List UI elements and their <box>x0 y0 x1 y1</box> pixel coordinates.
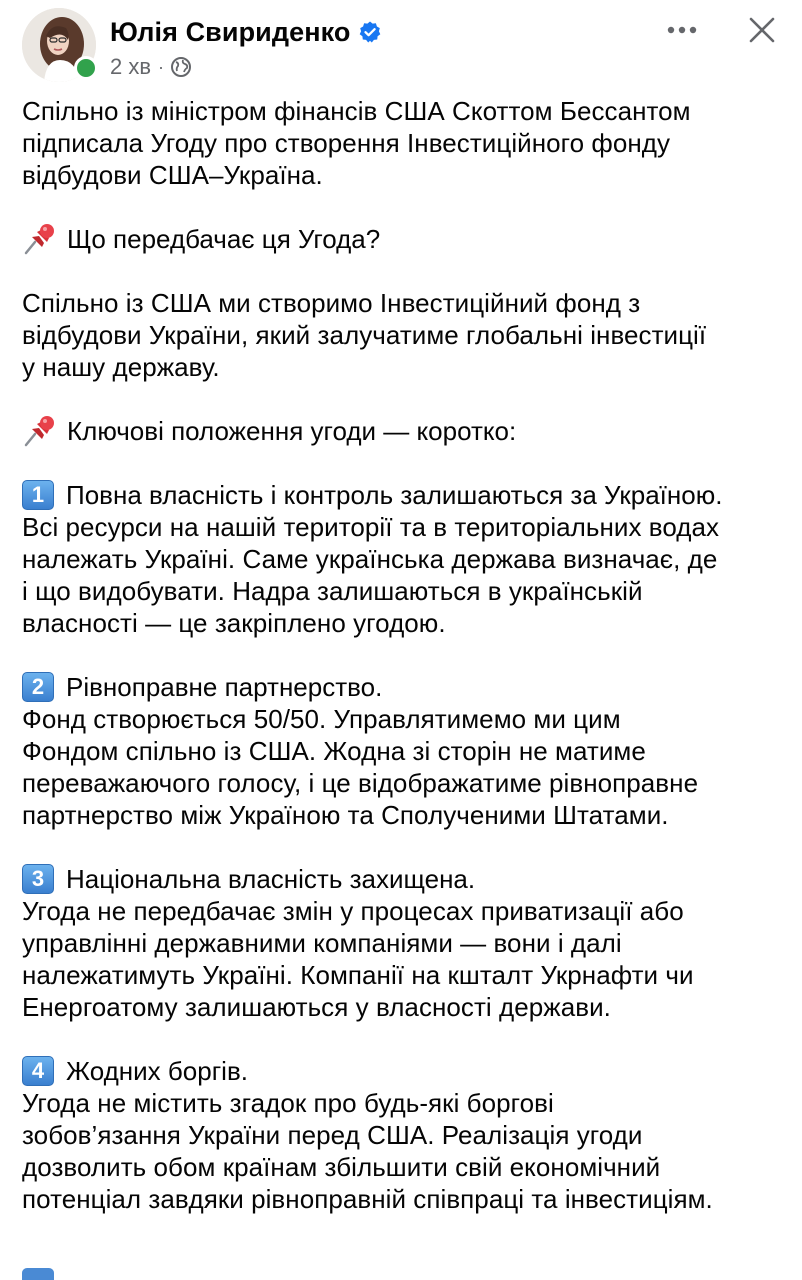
pushpin-icon <box>22 415 56 447</box>
key-point-4 <box>22 1055 792 1215</box>
question-heading <box>22 223 792 255</box>
keycap-3-icon: 3 <box>22 864 54 894</box>
key-point-2 <box>22 671 792 831</box>
close-icon[interactable] <box>748 16 776 44</box>
post-meta <box>110 52 192 82</box>
key-point-title-row <box>22 671 792 703</box>
post-text <box>22 95 792 1215</box>
key-point-3 <box>22 863 792 1023</box>
keycap-1-icon: 1 <box>22 480 54 510</box>
post-timestamp[interactable]: 2 хв <box>110 54 152 79</box>
key-point-title: Повна власність і контроль залишаються за Україною. <box>66 480 723 510</box>
key-points-heading-text: Ключові положення угоди — коротко: <box>67 416 517 446</box>
key-point-1 <box>22 479 792 639</box>
key-point-body: Фонд створюється 50/50. Управлятимемо ми цим Фондом спільно із США. Жодна зі сторін не матиме переважаючого голосу, і це відображатиме рівноправне партнерство між Україною та Сполученими Штатами. <box>22 704 699 830</box>
keycap-next-icon-cropped <box>22 1268 54 1280</box>
author-avatar[interactable] <box>22 8 96 82</box>
post-header <box>0 0 802 90</box>
key-point-body: Угода не містить згадок про будь-які боргові зобов’язання України перед США. Реалізація угоди дозволить обом країнам збільшити свій економічний потенціал завдяки рівноправній співпраці та інвестиціям. <box>22 1088 713 1214</box>
question-heading-text: Що передбачає ця Угода? <box>67 224 381 254</box>
key-point-body: Угода не передбачає змін у процесах приватизації або управлінні державними компаніями — вони і далі належатимуть Україні. Компанії на кшталт Укрнафти чи Енергоатому залишаються у власності держави. <box>22 896 694 1022</box>
more-options-icon[interactable] <box>664 18 700 42</box>
globe-icon[interactable] <box>170 56 192 78</box>
key-point-body: Всі ресурси на нашій території та в територіальних водах належать Україні. Саме українська держава визначає, де і що видобувати. Надра залишаються в українській власності — це закріплено угодою. <box>22 512 720 638</box>
key-points-heading <box>22 415 792 447</box>
key-point-title: Жодних боргів. <box>66 1056 248 1086</box>
key-point-title: Національна власність захищена. <box>66 864 476 894</box>
key-point-title-row <box>22 863 792 895</box>
meta-separator: · <box>158 56 165 77</box>
key-point-title-row <box>22 479 792 511</box>
keycap-2-icon: 2 <box>22 672 54 702</box>
answer-paragraph: Спільно із США ми створимо Інвестиційний фонд з відбудови України, який залучатиме глобальні інвестиції у нашу державу. <box>22 288 707 382</box>
author-name[interactable]: Юлія Свириденко <box>110 16 351 47</box>
intro-paragraph: Спільно із міністром фінансів США Скоттом Бессантом підписала Угоду про створення Інвестиційного фонду відбудови США–Україна. <box>22 96 691 190</box>
author-row <box>110 14 382 50</box>
key-point-title: Рівноправне партнерство. <box>66 672 383 702</box>
key-point-title-row <box>22 1055 792 1087</box>
pushpin-icon <box>22 223 56 255</box>
online-status-icon <box>74 56 98 80</box>
verified-badge-icon <box>358 20 382 44</box>
keycap-4-icon: 4 <box>22 1056 54 1086</box>
